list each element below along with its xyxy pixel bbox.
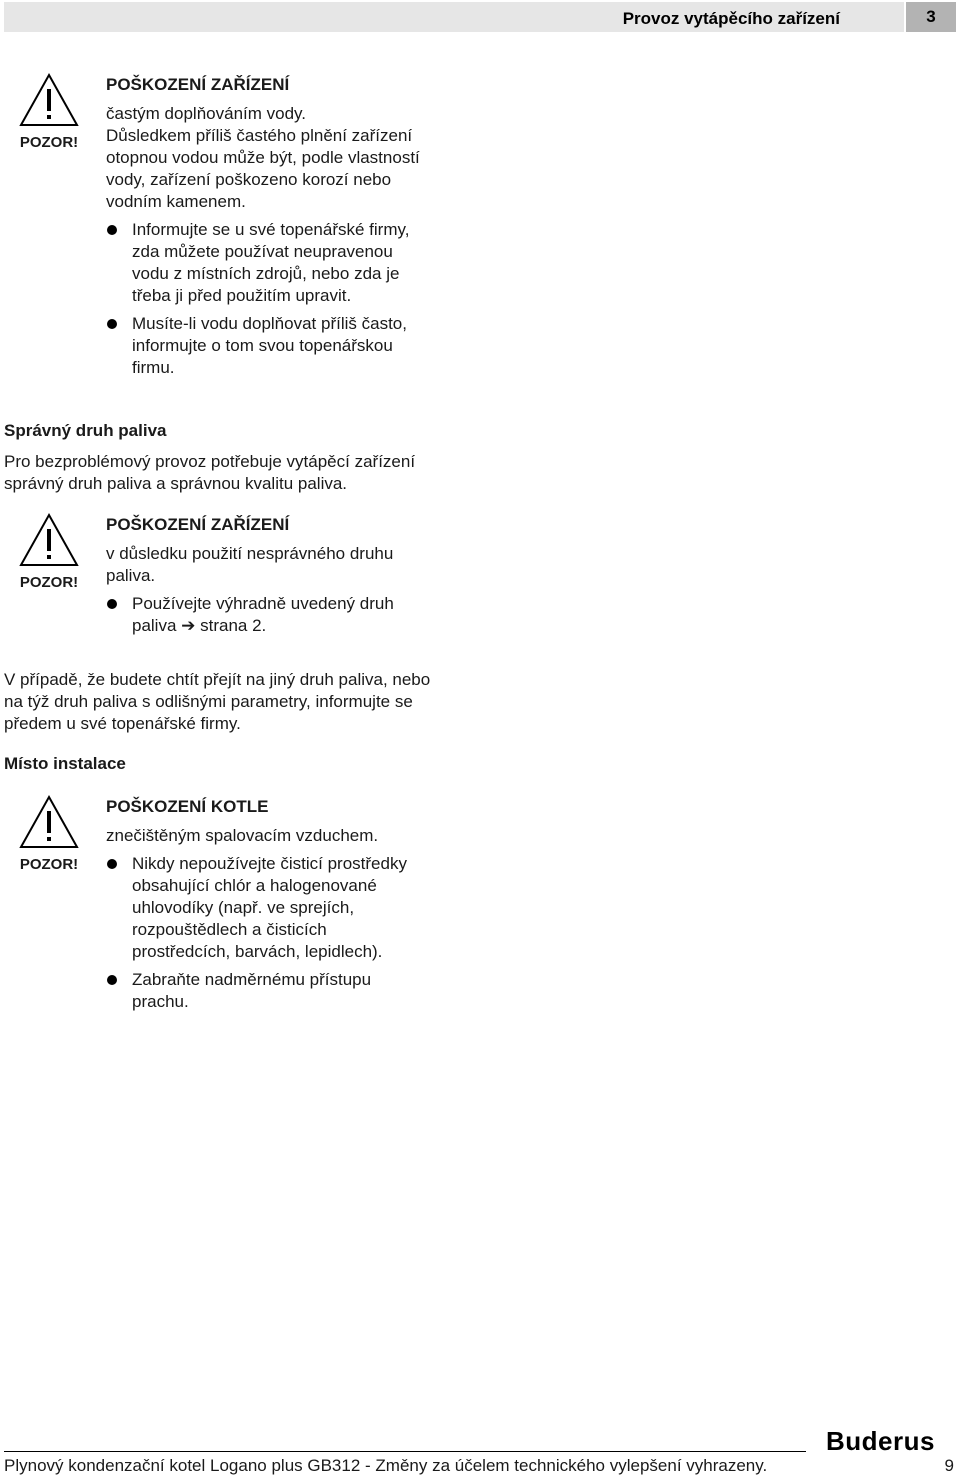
warning-block-3 [106,796,466,1013]
warning-bullet: Informujte se u své topenářské firmy, zda můžete používat neupravenou vodu z místních zdrojů, nebo zda je třeba ji před použitím upravit. [106,219,466,307]
warning-bullet: Používejte výhradně uvedený druh paliva ➔ strana 2. [106,593,466,637]
warning-bullet: Nikdy nepoužívejte čisticí prostředky obsahující chlór a halogenované uhlovodíky (např. ve sprejích, rozpouštědlech a čisticích prostředcích, barvách, lepidlech). [106,853,466,963]
warning-icon [18,794,82,873]
header-bar [4,2,904,32]
warning-text: častým doplňováním vody. Důsledkem příliš častého plnění zařízení otopnou vodou může být, podle vlastností vody, zařízení poškozeno korozí nebo vodním kamenem. [106,104,420,211]
warning-block-2 [106,514,466,637]
warning-text: v důsledku použití nesprávného druhu paliva. [106,544,394,585]
warning-icon [18,512,82,591]
chapter-number: 3 [906,2,956,32]
footer-text: Plynový kondenzační kotel Logano plus GB312 - Změny za účelem technického vylepšení vyhrazeny. [4,1456,768,1475]
header-title: Provoz vytápěcího zařízení [622,9,840,28]
warning-bullet: Musíte-li vodu doplňovat příliš často, informujte o tom svou topenářskou firmu. [106,313,466,379]
fuel-note: V případě, že budete chtít přejít na jiný druh paliva, nebo na týž druh paliva s odlišnými parametry, informujte se předem u své topenářské firmy. [4,670,431,733]
section-heading-fuel: Správný druh paliva [4,421,167,440]
page-number: 9 [944,1456,954,1475]
section-heading-location: Místo instalace [4,754,126,773]
warning-title: POŠKOZENÍ ZAŘÍZENÍ [106,515,290,534]
warning-label: POZOR! [19,134,79,151]
warning-icon [18,72,82,151]
warning-bullet: Zabraňte nadměrnému přístupu prachu. [106,969,466,1013]
warning-title: POŠKOZENÍ KOTLE [106,797,269,816]
warning-label: POZOR! [19,574,79,591]
footer-rule [4,1451,806,1452]
fuel-intro: Pro bezproblémový provoz potřebuje vytápěcí zařízení správný druh paliva a správnou kvalitu paliva. [4,452,416,493]
warning-text: znečištěným spalovacím vzduchem. [106,826,379,845]
warning-label: POZOR! [19,856,79,873]
warning-title: POŠKOZENÍ ZAŘÍZENÍ [106,75,290,94]
warning-block-1 [106,74,466,379]
buderus-logo: Buderus [826,1426,935,1456]
